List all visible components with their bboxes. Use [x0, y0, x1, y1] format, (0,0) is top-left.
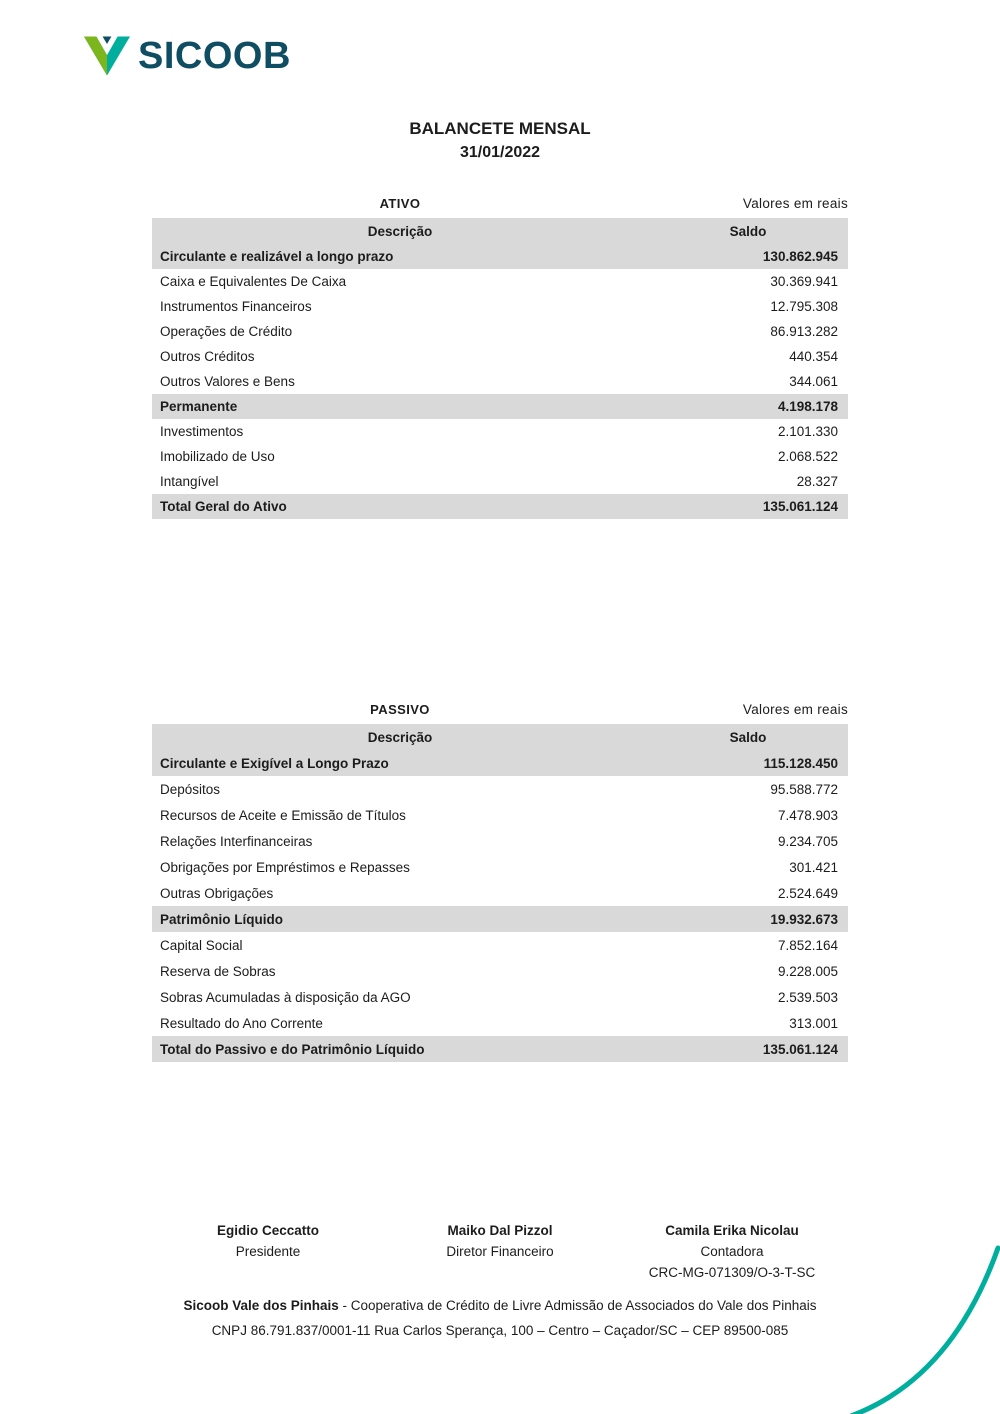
row-value: 12.795.308 [770, 299, 838, 314]
row-value: 313.001 [789, 1015, 838, 1031]
row-label: Circulante e realizável a longo prazo [160, 249, 394, 264]
row-label: Relações Interfinanceiras [160, 833, 313, 849]
document-date: 31/01/2022 [459, 144, 541, 161]
sicoob-logo-icon [84, 36, 130, 76]
signer-name: Egidio Ceccatto [216, 1223, 319, 1238]
sicoob-logo [84, 36, 291, 76]
row-value: 4.198.178 [777, 399, 838, 414]
signer-role: Presidente [235, 1244, 301, 1259]
document-title-block [0, 119, 1000, 162]
row-label: Reserva de Sobras [160, 963, 276, 979]
row-label: Recursos de Aceite e Emissão de Títulos [160, 807, 406, 823]
row-label: Outros Valores e Bens [160, 374, 295, 389]
row-value: 130.862.945 [762, 249, 838, 264]
table-row [152, 776, 848, 802]
ativo-currency-note: Valores em reais [742, 196, 848, 211]
row-value: 7.852.164 [777, 937, 838, 953]
row-value: 135.061.124 [762, 499, 838, 514]
row-value: 9.234.705 [777, 833, 838, 849]
row-value: 440.354 [789, 349, 838, 364]
ativo-table-header [152, 218, 848, 244]
passivo-table-body [152, 750, 848, 1062]
row-label: Caixa e Equivalentes De Caixa [160, 274, 347, 289]
table-row [152, 854, 848, 880]
row-value: 135.061.124 [762, 1041, 838, 1057]
signature-presidente [152, 1220, 384, 1283]
row-value: 9.228.005 [777, 963, 838, 979]
table-row [152, 1010, 848, 1036]
table-row [152, 294, 848, 319]
row-value: 19.932.673 [770, 911, 838, 927]
row-value: 344.061 [789, 374, 838, 389]
ativo-table [152, 196, 848, 519]
signer-registration: CRC-MG-071309/O-3-T-SC [648, 1265, 816, 1280]
ativo-section-label: ATIVO [379, 196, 421, 211]
table-section-row [152, 1036, 848, 1062]
signer-name: Camila Erika Nicolau [665, 1223, 799, 1238]
row-label: Permanente [160, 399, 238, 414]
table-section-row [152, 494, 848, 519]
table-row [152, 958, 848, 984]
table-row [152, 880, 848, 906]
row-label: Circulante e Exigível a Longo Prazo [160, 755, 389, 771]
passivo-caption [152, 702, 848, 717]
row-label: Sobras Acumuladas à disposição da AGO [160, 989, 411, 1005]
table-row [152, 269, 848, 294]
row-value: 115.128.450 [763, 755, 838, 771]
row-value: 2.539.503 [777, 989, 838, 1005]
footer-company-name: Sicoob Vale dos Pinhais [183, 1298, 339, 1313]
ativo-table-body [152, 244, 848, 519]
footer-address-line: CNPJ 86.791.837/0001-11 Rua Carlos Sperança, 100 – Centro – Caçador/SC – CEP 89500-085 [211, 1323, 789, 1338]
table-section-row [152, 906, 848, 932]
row-label: Total do Passivo e do Patrimônio Líquido [160, 1041, 425, 1057]
table-row [152, 344, 848, 369]
table-row [152, 319, 848, 344]
row-value: 301.421 [789, 859, 838, 875]
row-value: 2.524.649 [777, 885, 838, 901]
row-label: Depósitos [160, 781, 221, 797]
row-value: 28.327 [796, 474, 838, 489]
row-label: Capital Social [160, 937, 243, 953]
row-label: Outros Créditos [160, 349, 255, 364]
row-label: Obrigações por Empréstimos e Repasses [160, 859, 410, 875]
footer-company-tagline: - Cooperativa de Crédito de Livre Admissão de Associados do Vale dos Pinhais [338, 1298, 817, 1313]
column-header-saldo: Saldo [729, 729, 767, 745]
decorative-corner-curve [818, 1226, 1000, 1414]
row-value: 95.588.772 [770, 781, 838, 797]
sicoob-logo-text: SICOOB [138, 35, 291, 77]
column-header-descricao: Descrição [367, 223, 433, 239]
table-row [152, 802, 848, 828]
signer-role: Diretor Financeiro [446, 1244, 554, 1259]
passivo-currency-note: Valores em reais [742, 702, 848, 717]
row-label: Instrumentos Financeiros [160, 299, 312, 314]
table-row [152, 469, 848, 494]
column-header-descricao: Descrição [367, 729, 433, 745]
row-label: Outras Obrigações [160, 885, 274, 901]
document-title: BALANCETE MENSAL [409, 119, 591, 138]
row-value: 7.478.903 [777, 807, 838, 823]
table-section-row [152, 394, 848, 419]
signer-role: Contadora [700, 1244, 764, 1259]
row-label: Total Geral do Ativo [160, 499, 287, 514]
table-row [152, 444, 848, 469]
signature-contadora [616, 1220, 848, 1283]
row-value: 2.068.522 [777, 449, 838, 464]
ativo-caption [152, 196, 848, 211]
table-row [152, 369, 848, 394]
table-row [152, 984, 848, 1010]
table-row [152, 932, 848, 958]
signer-name: Maiko Dal Pizzol [447, 1223, 553, 1238]
passivo-table-header [152, 724, 848, 750]
signatures-block [152, 1220, 848, 1283]
table-section-row [152, 750, 848, 776]
column-header-saldo: Saldo [729, 223, 767, 239]
row-label: Imobilizado de Uso [160, 449, 275, 464]
signature-diretor-financeiro [384, 1220, 616, 1283]
row-value: 86.913.282 [770, 324, 838, 339]
table-section-row [152, 244, 848, 269]
table-row [152, 419, 848, 444]
row-label: Operações de Crédito [160, 324, 293, 339]
passivo-section-label: PASSIVO [370, 702, 430, 717]
table-row [152, 828, 848, 854]
passivo-table [152, 702, 848, 1062]
row-label: Investimentos [160, 424, 244, 439]
row-value: 30.369.941 [770, 274, 838, 289]
row-label: Intangível [160, 474, 219, 489]
row-label: Resultado do Ano Corrente [160, 1015, 323, 1031]
row-value: 2.101.330 [777, 424, 838, 439]
row-label: Patrimônio Líquido [160, 911, 283, 927]
